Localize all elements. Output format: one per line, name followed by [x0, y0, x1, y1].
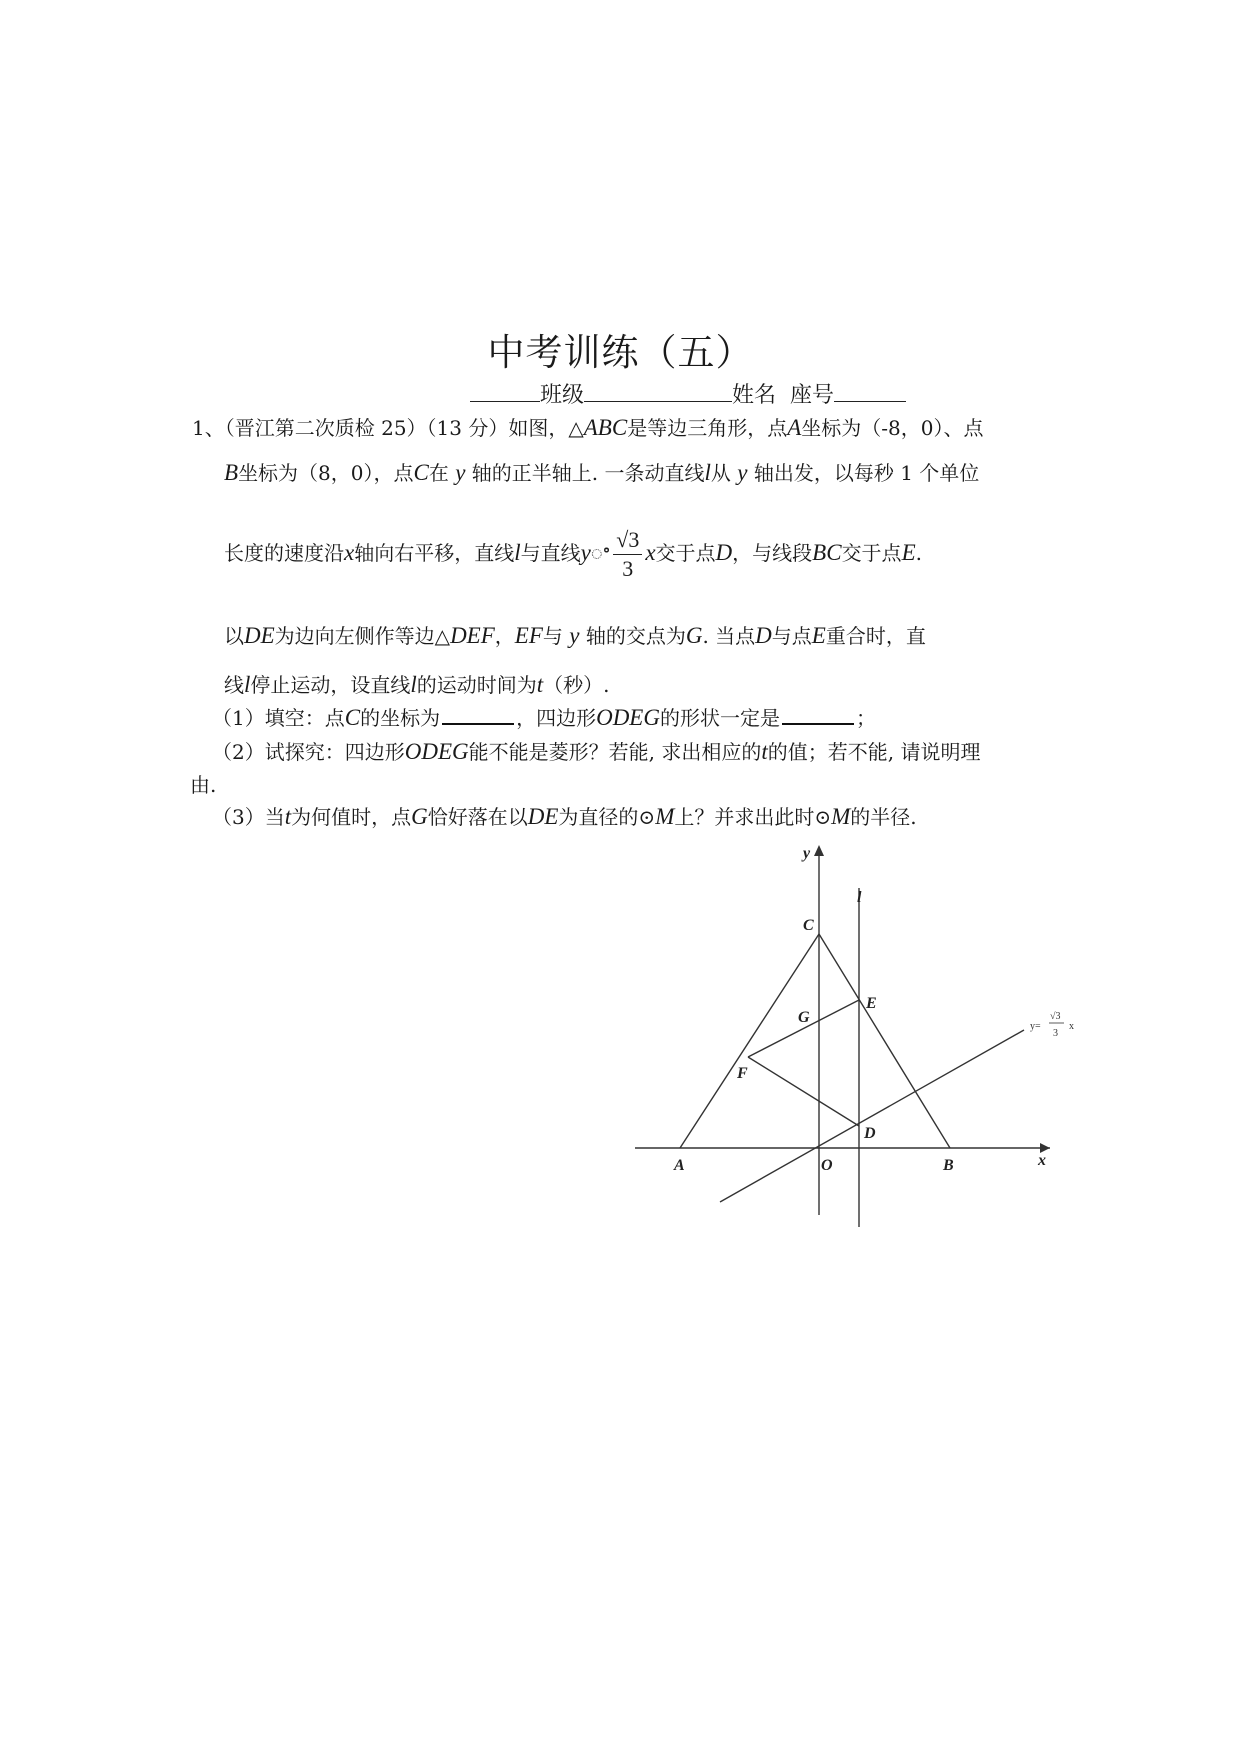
name-label: 姓名 — [732, 383, 777, 408]
svg-text:x: x — [1069, 1021, 1074, 1032]
problem-line-4: 以DE为边向左侧作等边△DEF，EF与 y 轴的交点为G. 当点D与点E重合时，直 — [224, 623, 926, 648]
line-y-eq-sqrt3-over-3-x — [720, 1030, 1024, 1202]
segment-fd — [748, 1057, 859, 1126]
svg-text:√3: √3 — [1050, 1011, 1061, 1022]
segment-cb — [819, 934, 950, 1148]
svg-text:y=: y= — [1030, 1021, 1041, 1032]
svg-text:3: 3 — [1053, 1028, 1058, 1039]
fraction-sqrt3-over-3: $\frac{√3}{3}$ — [613, 526, 642, 583]
question-1: （1）填空：点C的坐标为 ，四边形ODEG的形状一定是 ； — [212, 705, 876, 730]
label-e: E — [866, 995, 877, 1012]
y-axis-arrow — [814, 845, 824, 856]
problem-line-1: 1、（晋江第二次质检 25）（13 分）如图，△ABC是等边三角形，点A坐标为（-8，0）、点 — [192, 415, 984, 440]
problem-line-5: 线l停止运动，设直线l的运动时间为t（秒）. — [224, 672, 610, 697]
label-a: A — [674, 1157, 685, 1174]
question-2-cont: 由. — [190, 773, 217, 797]
label-o: O — [821, 1157, 833, 1174]
line-equation-label — [1030, 1011, 1074, 1039]
seat-label: 座号 — [790, 383, 835, 408]
equation-glyph: ꢀ — [590, 541, 611, 565]
segment-ac — [680, 934, 819, 1148]
label-g: G — [798, 1009, 810, 1026]
question-3: （3）当t为何值时，点G恰好落在以DE为直径的⊙M上？并求出此时⊙M的半径. — [212, 804, 917, 829]
label-x: x — [1038, 1152, 1046, 1169]
question-2: （2）试探究：四边形ODEG能不能是菱形？若能, 求出相应的t的值；若不能, 请说明理 — [212, 739, 981, 764]
label-c: C — [803, 917, 814, 934]
label-b: B — [943, 1157, 954, 1174]
class-label: 班级 — [540, 383, 585, 408]
problem-line-3: 长度的速度沿x轴向右平移，直线l与直线yꢀ $\frac{√3}{3}$ x交于点D，与线段BC交于点E. — [224, 527, 922, 581]
label-d: D — [864, 1125, 876, 1142]
problem-line-2: B坐标为（8，0），点C在 y 轴的正半轴上. 一条动直线l从 y 轴出发，以每秒 1 个单位 — [224, 460, 980, 485]
label-l: l — [857, 889, 862, 906]
page-title: 中考训练（五） — [487, 331, 754, 374]
label-f: F — [737, 1065, 748, 1082]
label-y: y — [803, 845, 811, 862]
